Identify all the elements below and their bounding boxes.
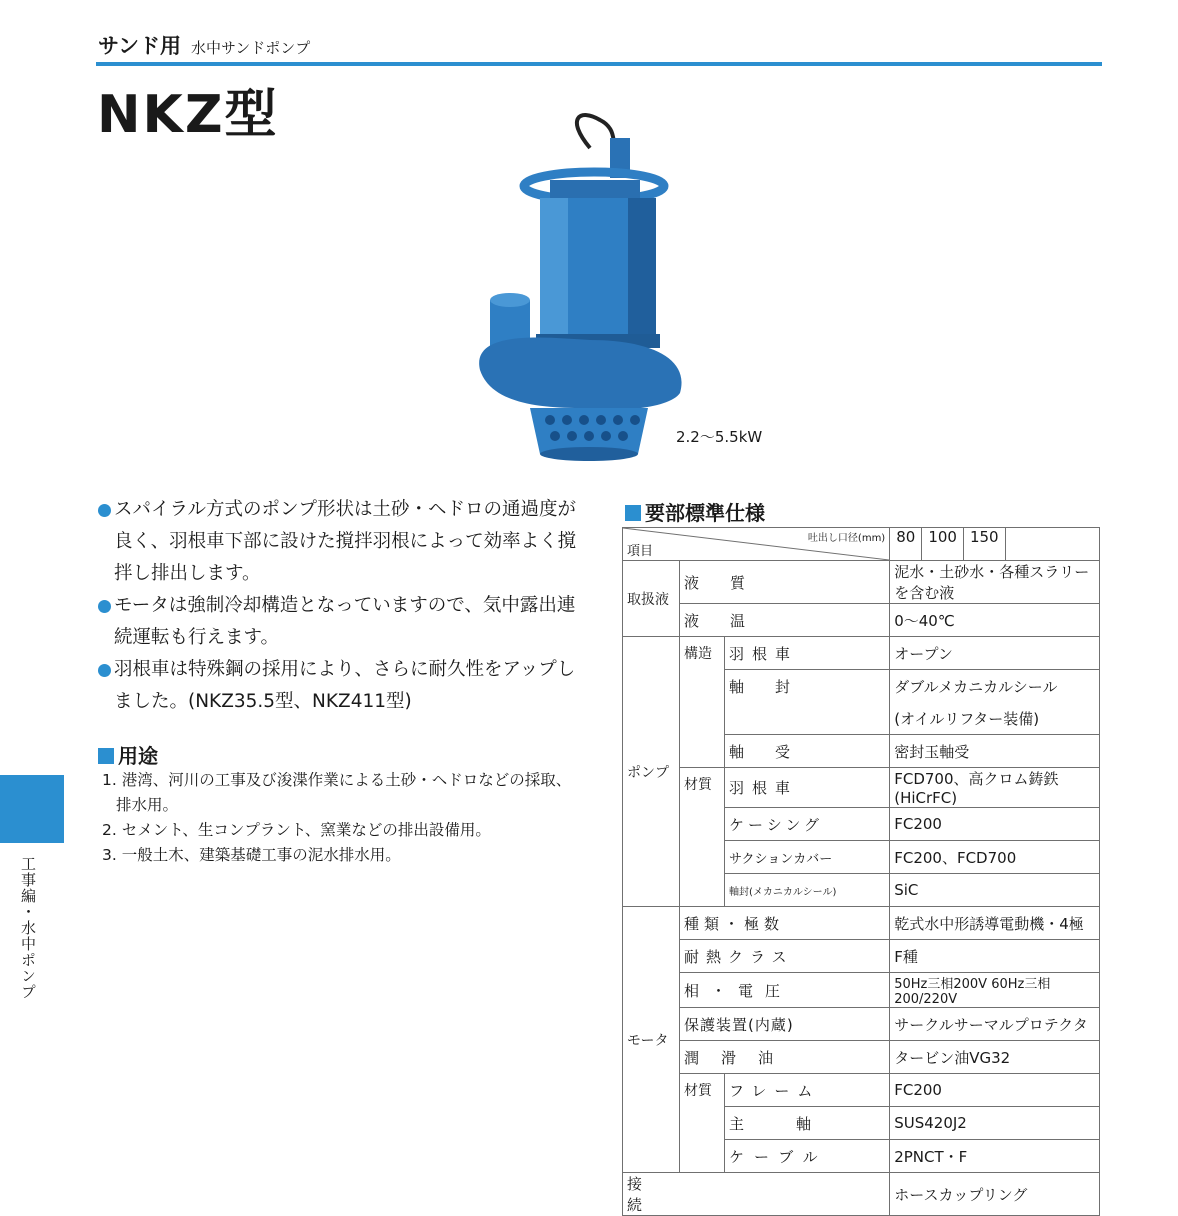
table-row: ケーシング FC200 [623, 808, 1100, 841]
header-cell: 吐出し口径(mm) 項目 [623, 528, 890, 561]
table-row: 液 温 0～40℃ [623, 604, 1100, 637]
table-row: 軸 受 密封玉軸受 [623, 735, 1100, 768]
usage-item: 3. 一般土木、建築基礎工事の泥水排水用。 [102, 846, 401, 864]
feature-list [98, 494, 578, 718]
table-row: モータ 種類・極数 乾式水中形誘導電動機・4極 [623, 907, 1100, 940]
feature-item: 羽根車は特殊鋼の採用により、さらに耐久性をアップしました。(NKZ35.5型、NKZ411型) [98, 654, 578, 718]
table-row: 潤滑油 タービン油VG32 [623, 1041, 1100, 1074]
table-row: 軸 封 ダブルメカニカルシール [623, 670, 1100, 703]
subcategory-text: 水中サンドポンプ [190, 39, 311, 57]
spec-table [622, 527, 1100, 1216]
side-tab [0, 775, 64, 843]
category-label [98, 30, 310, 60]
table-row [623, 528, 1100, 561]
table-row: ケーブル 2PNCT・F [623, 1140, 1100, 1173]
table-row: 保護装置(内蔵) サークルサーマルプロテクタ [623, 1008, 1100, 1041]
pump-product-image [470, 108, 700, 468]
side-section-label: 工事編・水中ポンプ [19, 856, 37, 1000]
usage-list [102, 768, 572, 868]
header-rule [96, 62, 1102, 66]
bullet-dot-icon [98, 600, 111, 613]
table-row: 耐熱クラス F種 [623, 940, 1100, 973]
table-row: 材質 羽根車 FCD700、高クロム鋳鉄(HiCrFC) [623, 768, 1100, 808]
table-row: (オイルリフター装備) [623, 702, 1100, 735]
feature-item: スパイラル方式のポンプ形状は土砂・ヘドロの通過度が良く、羽根車下部に設けた撹拌羽根によって効率よく撹拌し排出します。 [98, 494, 578, 590]
bullet-dot-icon [98, 664, 111, 677]
page-title: NKZ型 [97, 85, 279, 145]
table-row: 接続 ホースカップリング [623, 1173, 1100, 1216]
category-text: サンド用 [98, 34, 181, 58]
feature-item: モータは強制冷却構造となっていますので、気中露出連続運転も行えます。 [98, 590, 578, 654]
table-row: 材質 フレーム FC200 [623, 1074, 1100, 1107]
table-row: 相・電圧 50Hz三相200V 60Hz三相200/220V [623, 973, 1100, 1008]
table-row: 取扱液 液 質 泥水・土砂水・各種スラリーを含む液 [623, 561, 1100, 604]
table-row: ポンプ 構造 羽根車 オープン [623, 637, 1100, 670]
usage-item: 1. 港湾、河川の工事及び浚渫作業による土砂・ヘドロなどの採取、排水用。 [102, 771, 572, 814]
table-row: サクションカバー FC200、FCD700 [623, 841, 1100, 874]
table-row: 軸封(メカニカルシール) SiC [623, 874, 1100, 907]
usage-item: 2. セメント、生コンプラント、窯業などの排出設備用。 [102, 821, 491, 839]
bullet-dot-icon [98, 504, 111, 517]
table-row: 主軸 SUS420J2 [623, 1107, 1100, 1140]
square-marker-icon [98, 748, 114, 764]
power-caption: 2.2～5.5kW [676, 428, 763, 446]
bore-values-cell: 80 100 150 [890, 528, 1100, 561]
spec-heading: 要部標準仕様 [625, 497, 765, 526]
usage-heading: 用途 [98, 740, 158, 769]
square-marker-icon [625, 505, 641, 521]
